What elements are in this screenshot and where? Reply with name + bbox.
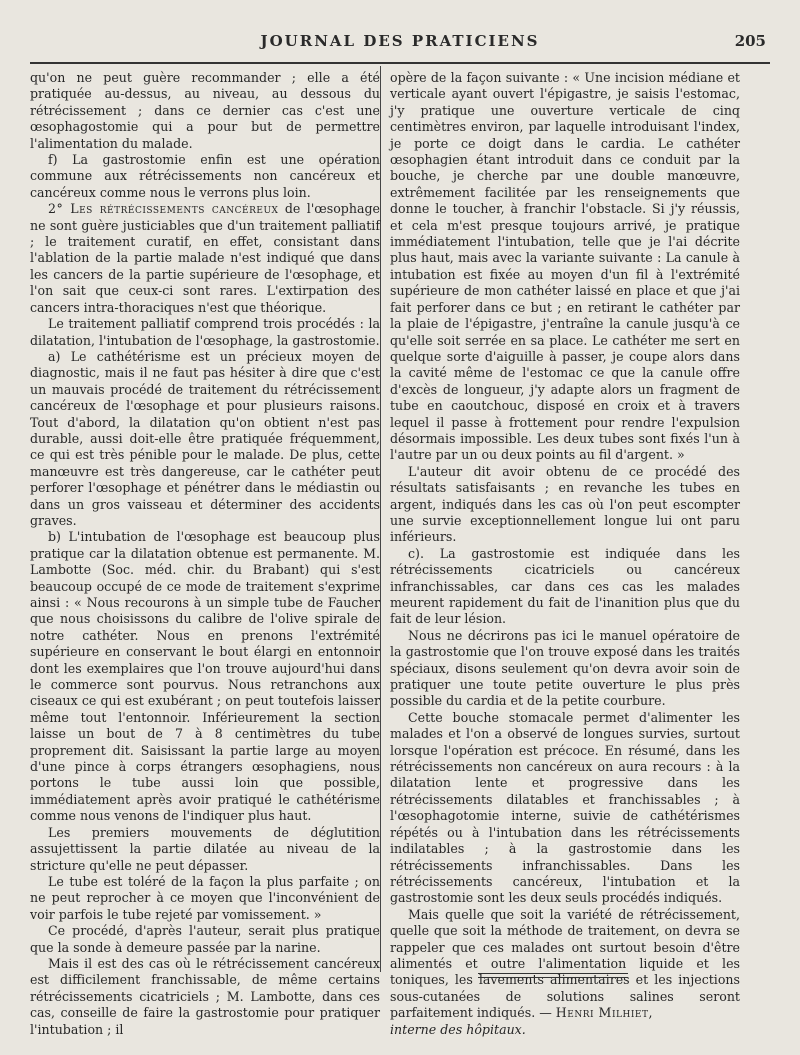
- paragraph: [390, 546, 740, 628]
- page-number: 205: [734, 32, 766, 50]
- left-column: [30, 70, 380, 1038]
- running-title: JOURNAL DES PRATICIENS: [260, 32, 540, 50]
- page-header: [30, 30, 770, 60]
- section-lead: 2° Les rétrécissements cancéreux: [48, 201, 279, 217]
- paragraph-text: de l'œsophage ne sont guère justiciables que d'un traitement palliatif ; le traitement curatif, en effet, consistant dans l'ablation de la partie malade n'est indiqué que dans les cancers de la partie supérieure de l'œsophage, et l'on sait que ceux-ci sont rares. L'extirpation des cancers intra-thoraciques n'est que théorique.: [30, 201, 380, 315]
- paragraph: [30, 152, 380, 201]
- paragraph-text: b) L'intubation de l'œsophage est beaucoup plus pratique car la dilatation obtenue est permanente. M. Lambotte (Soc. méd. chir. du Brabant) qui s'est beaucoup occupé de ce mode de traitement s'exprime ainsi : « Nous recourons à un simple tube de Faucher que nous choisissons du calibre de l'olive spirale de notre cathéter. Nous en prenons l'extrémité supérieure en conservant le bout élargi en entonnoir dont les exemplaires que l'on trouve aujourd'hui dans le commerce sont pourvus. Nous retranchons aux ciseaux ce qui est exubérant ; on peut toutefois laisser même tout l'entonnoir. Inférieurement la section laisse un bout de 7 à 8 centimètres du tube proprement dit. Saisissant la partie large au moyen d'une pince à corps étrangers œsophagiens, nous portons le tube aussi loin que possible, immédiatement après avoir pratiqué le cathétérisme comme nous venons de l'indiquer plus haut.: [30, 529, 380, 824]
- paragraph: [30, 349, 380, 529]
- paragraph-text: Le tube est toléré de la façon la plus parfaite ; on ne peut reprocher à ce moyen que l'inconvénient de voir parfois le tube rejeté par vomissement. »: [30, 873, 380, 922]
- paragraph-text: Nous ne décrirons pas ici le manuel opératoire de la gastrostomie que l'on trouve exposé dans les traités spéciaux, disons seulement qu'on devra avoir soin de pratiquer une toute petite ouverture le plus près possible du cardia et de la petite courbure.: [390, 627, 740, 709]
- author-affiliation: interne des hôpitaux.: [390, 1021, 526, 1037]
- column-divider: [380, 66, 381, 972]
- article-end-rule: [478, 973, 628, 978]
- paragraph: [30, 956, 380, 1038]
- paragraph: [30, 923, 380, 956]
- paragraph-text: L'auteur dit avoir obtenu de ce procédé des résultats satisfaisants ; en revanche les tubes en argent, indiqués dans les cas où l'on peut escompter une survie exceptionnellement longue lui ont paru inférieurs.: [390, 463, 740, 545]
- paragraph: [390, 628, 740, 710]
- paragraph: [390, 710, 740, 907]
- paragraph: [30, 825, 380, 874]
- paragraph: [30, 874, 380, 923]
- paragraph-text: qu'on ne peut guère recommander ; elle a été pratiquée au-dessus, au niveau, au dessous du rétrécissement ; dans ce dernier cas c'est une œsophagostomie qui a pour but de permettre l'alimentation du malade.: [30, 70, 380, 151]
- paragraph: [390, 70, 740, 464]
- paragraph-text: Mais quelle que soit la variété de rétrécissement, quelle que soit la méthode de traitement, on devra se rappeler que ces malades ont surtout besoin d'être alimentés et outre l'alimentation liquide et les toniques, les lavements alimentaires et les injections sous-cutanées de solutions salines seront parfaitement indiqués. —: [390, 906, 740, 1021]
- author-name: Henri Milhiet,: [555, 1005, 653, 1021]
- paragraph: [30, 529, 380, 824]
- paragraph-text: Mais il est des cas où le rétrécissement cancéreux est difficilement franchissable, de même certains rétrécissements cicatriciels ; M. Lambotte, dans ces cas, conseille de faire la gastrostomie pour pratiquer l'intubation ; il: [30, 955, 380, 1037]
- paragraph: [30, 201, 380, 316]
- paragraph: [390, 464, 740, 546]
- paragraph-text: Ce procédé, d'après l'auteur, serait plus pratique que la sonde à demeure passée par la narine.: [30, 923, 380, 955]
- right-column: [390, 70, 740, 1038]
- paragraph-text: Cette bouche stomacale permet d'alimenter les malades et l'on a observé de longues survies, surtout lorsque l'opération est précoce. En résumé, dans les rétrécissements non cancéreux on aura recours : à la dilatation lente et progressive dans les rétrécissements dilatables et franchissables ; à l'œsophagotomie interne, suivie de cathétérismes répétés ou à l'intubation dans les rétrécissements indilatables ; à la gastrostomie dans les rétrécissements infranchissables. Dans les rétrécissements cancéreux, l'intubation et la gastrostomie sont les deux seuls procédés indiqués.: [390, 709, 740, 906]
- paragraph-text: Le traitement palliatif comprend trois procédés : la dilatation, l'intubation de l'œsophage, la gastrostomie.: [30, 316, 380, 348]
- header-rule: [30, 62, 770, 64]
- paragraph-text: a) Le cathétérisme est un précieux moyen de diagnostic, mais il ne faut pas hésiter à dire que c'est un mauvais procédé de traitement du rétrécissement cancéreux de l'œsophage et pour plusieurs raisons. Tout d'abord, la dilatation qu'on obtient n'est pas durable, aussi doit-elle être pratiquée fréquemment, ce qui est très pénible pour le malade. De plus, cette manœuvre est très dangereuse, car le cathéter peut perforer l'œsophage et pénétrer dans le médiastin ou dans un gros vaisseau et déterminer des accidents graves.: [30, 348, 380, 528]
- paragraph-text: opère de la façon suivante : « Une incision médiane et verticale ayant ouvert l'épigastre, je saisis l'estomac, j'y pratique une ouverture verticale de cinq centimètres environ, par laquelle introduisant l'index, je porte ce doigt dans le cardia. Le cathéter œsophagien étant introduit dans ce conduit par la bouche, je cherche par une double manœuvre, extrêmement facilitée par les renseignements que donne le toucher, à franchir l'obstacle. Si j'y réussis, et cela m'est presque toujours arrivé, je pratique immédiatement l'intubation, telle que je l'ai décrite plus haut, mais avec la variante suivante : La canule à intubation est fixée au moyen d'un fil à l'extrémité supérieure de mon cathéter laissé en place et que j'ai fait perforer dans ce but ; en retirant le cathéter par la plaie de l'épigastre, j'entraîne la canule jusqu'à ce qu'elle soit serrée en sa place. Le cathéter me sert en quelque sorte d'aiguille à passer, je coupe alors dans la cavité même de l'estomac ce que la canule offre d'excès de longueur, j'y adapte alors un fragment de tube en caoutchouc, disposé en croix et à travers lequel il passe à frottement pour rendre l'expulsion désormais impossible. Les deux tubes sont fixés l'un à l'autre par un ou deux points au fil d'argent. »: [390, 70, 740, 463]
- paragraph: [30, 316, 380, 349]
- paragraph: [30, 70, 380, 152]
- paragraph-text: Les premiers mouvements de déglutition assujettissent la partie dilatée au niveau de la stricture qu'elle ne peut dépasser.: [30, 824, 380, 873]
- paragraph-text: c). La gastrostomie est indiquée dans les rétrécissements cicatriciels ou cancéreux infranchissables, car dans ces cas les malades meurent rapidement du fait de l'inanition plus que du fait de leur lésion.: [390, 545, 740, 627]
- paragraph-text: f) La gastrostomie enfin est une opération commune aux rétrécissements non cancéreux et cancéreux comme nous le verrons plus loin.: [30, 152, 380, 200]
